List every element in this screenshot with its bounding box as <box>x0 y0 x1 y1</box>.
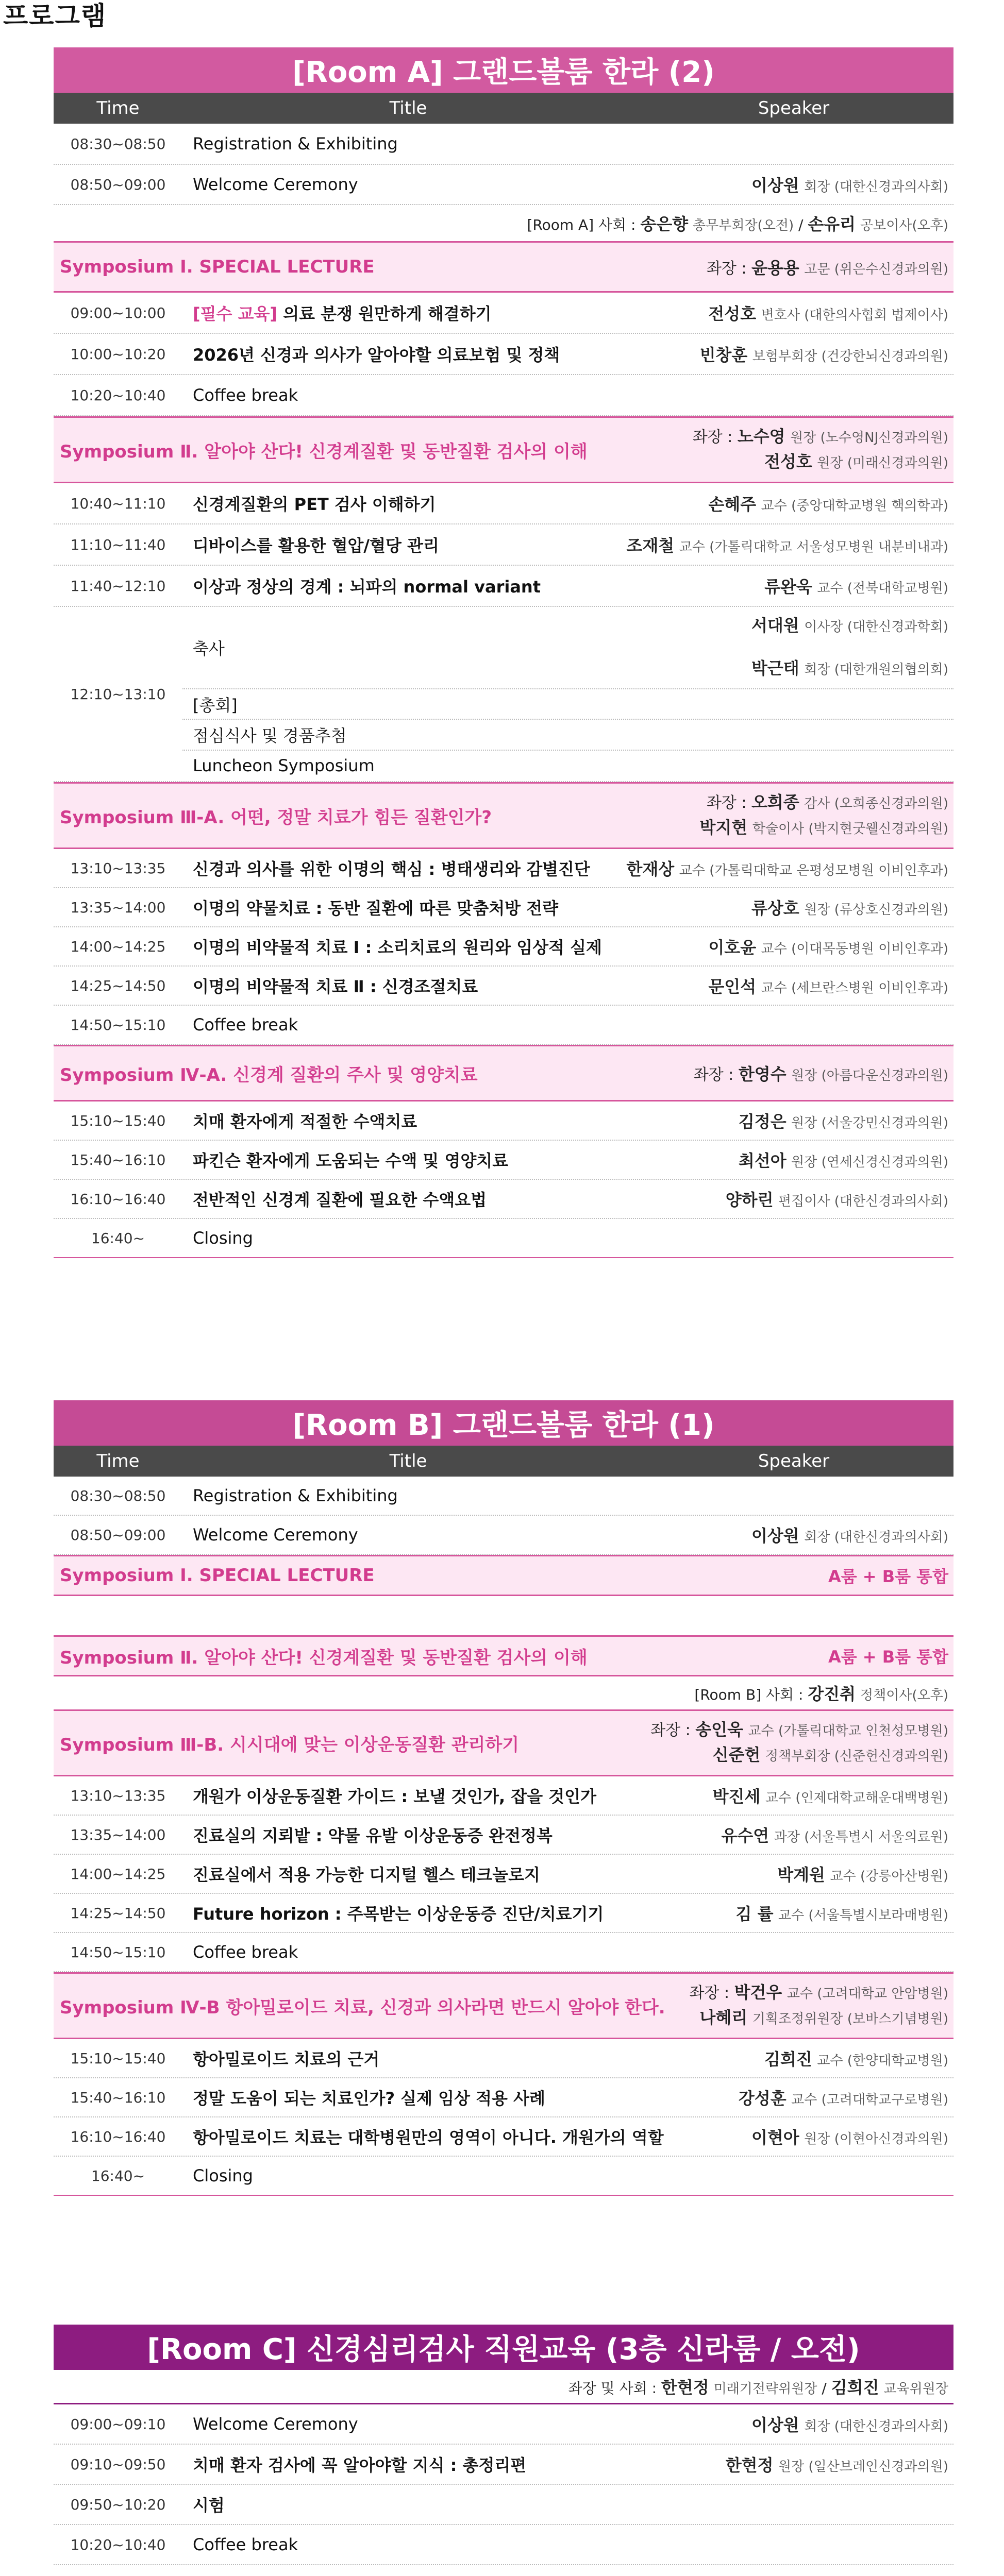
text: Symposium Ⅰ. SPECIAL LECTURE <box>60 1565 375 1586</box>
text: [필수 교육] <box>193 304 278 324</box>
text: 양하린 <box>725 1190 774 1210</box>
text: 박근태 <box>751 658 799 678</box>
text: 원장 (서울강민신경과의원) <box>791 1115 948 1131</box>
text: 교수 (강릉아산병원) <box>830 1869 948 1884</box>
text: Luncheon Symposium <box>193 756 375 776</box>
text: Welcome Ceremony <box>193 1525 358 1545</box>
text: 편집이사 (대한신경과의사회) <box>778 1194 948 1209</box>
col-title: Title <box>389 98 427 118</box>
text: 전성호 <box>764 452 812 471</box>
time: 08:50~09:00 <box>70 176 166 193</box>
table-row <box>54 124 953 165</box>
text: 11:40~12:10 <box>70 577 166 595</box>
text: 10:40~11:10 <box>70 495 166 512</box>
table-row <box>54 2117 953 2157</box>
table-row <box>54 1141 953 1180</box>
text: 김정은 <box>738 1112 787 1131</box>
table-row <box>54 165 953 205</box>
text: 16:10~16:40 <box>70 2128 166 2145</box>
text: 15:40~16:10 <box>70 1151 166 1168</box>
table-row <box>54 293 953 334</box>
text: 16:40~ <box>91 2167 145 2184</box>
text: 파킨슨 환자에게 도움되는 수액 및 영양치료 <box>193 1151 509 1171</box>
text: A룸 + B룸 통합 <box>828 1567 948 1586</box>
text: 14:25~14:50 <box>70 977 166 994</box>
table-row <box>54 849 953 888</box>
text: 학술이사 (박지현굿웰신경과의원) <box>752 821 948 837</box>
text: 교수 (이대목동병원 이비인후과) <box>761 941 948 957</box>
text: 좌장 : <box>693 1066 739 1084</box>
text: 보험부회장 (건강한뇌신경과의원) <box>752 349 948 364</box>
room-b-section <box>54 1400 953 2196</box>
text: Speaker <box>758 1451 830 1471</box>
table-row <box>54 2078 953 2117</box>
text: 교수 (전북대학교병원) <box>817 581 948 596</box>
table-row <box>54 1894 953 1933</box>
text: 10:20~10:40 <box>70 386 166 404</box>
col-speaker: Speaker <box>758 98 830 118</box>
text: 교수 (세브란스병원 이비인후과) <box>761 980 948 996</box>
text: 2026년 신경과 의사가 알아야할 의료보험 및 정책 <box>193 345 560 365</box>
text: 정책부회장 (신준헌신경과의원) <box>765 1749 948 1764</box>
text: 서대원 <box>751 616 799 635</box>
text: 류상호 <box>751 899 799 918</box>
text: 박계원 <box>777 1865 825 1885</box>
page-title: 프로그램 <box>3 1 107 31</box>
text: Time <box>96 1451 140 1471</box>
text: 치매 환자 검사에 꼭 알아야할 지식 : 총정리편 <box>193 2455 527 2475</box>
title: Welcome Ceremony <box>193 175 358 194</box>
table-row <box>54 2445 953 2485</box>
text: Symposium Ⅱ. 알아야 산다! 신경계질환 및 동반질환 검사의 이해 <box>60 1647 588 1668</box>
text: 전반적인 신경계 질환에 필요한 수액요법 <box>193 1190 487 1210</box>
text: 오희종 <box>751 792 799 812</box>
text: 개원가 이상운동질환 가이드 : 보낼 것인가, 잡을 것인가 <box>193 1787 597 1806</box>
text: 한현정 <box>725 2455 774 2475</box>
table-row <box>54 1855 953 1894</box>
text: 이명의 약물치료 : 동반 질환에 따른 맞춤처방 전략 <box>193 899 559 918</box>
text: / <box>794 216 808 233</box>
room-c1-section <box>54 2325 953 2576</box>
text: 회장 (대한개원의협의회) <box>804 662 948 677</box>
text: 강성훈 <box>738 2089 787 2108</box>
table-row <box>54 927 953 967</box>
text: 의료 분쟁 원만하게 해결하기 <box>277 304 492 324</box>
moderator-row <box>54 1676 953 1709</box>
text: 변호사 (대한의사협회 법제이사) <box>761 308 948 323</box>
table-row <box>54 1477 953 1516</box>
text: 빈창훈 <box>699 345 748 365</box>
text: 조재철 <box>626 536 675 555</box>
text: 김 률 <box>735 1904 774 1924</box>
text: Title <box>389 1451 427 1471</box>
text: 08:30~08:50 <box>70 1487 166 1504</box>
text: 고문 (위은수신경과의원) <box>804 262 948 277</box>
text: 송인욱 <box>695 1720 743 1739</box>
text: 09:50~10:20 <box>70 2496 166 2513</box>
text: 노수영 <box>737 427 785 446</box>
text: Closing <box>193 2166 253 2185</box>
text: 교육위원장 <box>883 2381 948 2397</box>
text: 박지현 <box>699 818 748 837</box>
text: 윤용용 <box>751 258 799 278</box>
text: 문인석 <box>708 977 757 996</box>
text: 신준헌 <box>712 1745 761 1765</box>
text: Symposium Ⅲ-A. 어떤, 정말 치료가 힘든 질환인가? <box>60 807 492 828</box>
room-c1-header: [Room C] 신경심리검사 직원교육 (3층 신라룸 / 오전) <box>54 2325 953 2370</box>
text: 14:25~14:50 <box>70 1904 166 1922</box>
text: Symposium Ⅳ-A. 신경계 질환의 주사 및 영양치료 <box>60 1064 478 1086</box>
title: Registration & Exhibiting <box>193 134 398 154</box>
text: 강진취 <box>808 1684 856 1704</box>
text: 이명의 비약물적 치료 Ⅰ : 소리치료의 원리와 임상적 실제 <box>193 938 602 957</box>
table-row <box>54 1816 953 1855</box>
text: 10:00~10:20 <box>70 345 166 363</box>
text: 송은향 <box>640 214 689 234</box>
text: Registration & Exhibiting <box>193 1486 398 1505</box>
text: 15:40~16:10 <box>70 2089 166 2106</box>
table-row <box>54 2485 953 2525</box>
table-row <box>54 1006 953 1045</box>
text: 정책이사(오후) <box>860 1688 948 1703</box>
text: 15:10~15:40 <box>70 2049 166 2067</box>
text: 14:00~14:25 <box>70 938 166 955</box>
table-row <box>54 1776 953 1816</box>
text: 교수 (가톨릭대학교 인천성모병원) <box>748 1723 948 1739</box>
text: 신경과 의사를 위한 이명의 핵심 : 병태생리와 감별진단 <box>193 859 590 879</box>
text: 한현정 <box>661 2378 709 2397</box>
text: 신경계질환의 PET 검사 이해하기 <box>193 495 436 514</box>
text: 교수 (한양대학교병원) <box>817 2053 948 2069</box>
text: Symposium Ⅱ. 알아야 산다! 신경계질환 및 동반질환 검사의 이해 <box>60 441 588 462</box>
symposium-header <box>54 782 953 849</box>
table-row <box>54 375 953 416</box>
text: A룸 + B룸 통합 <box>828 1647 948 1667</box>
room-b-header: [Room B] 그랜드볼룸 한라 (1) <box>54 1400 953 1446</box>
table-row <box>54 1516 953 1555</box>
text: 유수연 <box>721 1826 769 1845</box>
text: 교수 (가톨릭대학교 은평성모병원 이비인후과) <box>679 863 948 878</box>
text: Coffee break <box>193 2535 298 2554</box>
text: 회장 (대한신경과의사회) <box>804 1530 948 1545</box>
text: 시험 <box>193 2496 225 2515</box>
text: Coffee break <box>193 1015 298 1035</box>
symposium-header <box>54 1555 953 1596</box>
symposium-header <box>54 1972 953 2039</box>
text: 12:10~13:10 <box>70 685 166 703</box>
symposium-header <box>54 241 953 293</box>
text: 한재상 <box>626 859 675 879</box>
text: 13:35~14:00 <box>70 899 166 916</box>
text: 진료실에서 적용 가능한 디지털 헬스 테크놀로지 <box>193 1865 540 1885</box>
text: 15:10~15:40 <box>70 1112 166 1129</box>
text: Future horizon : 주목받는 이상운동증 진단/치료기기 <box>193 1904 604 1924</box>
symposium-header <box>54 416 953 483</box>
text: Closing <box>193 1228 253 1248</box>
text: Coffee break <box>193 385 298 405</box>
text: [총회] <box>193 695 238 715</box>
symposium-header <box>54 1635 953 1676</box>
text: 최선아 <box>738 1151 787 1171</box>
table-row <box>54 2525 953 2565</box>
text: 좌장 : <box>689 1984 734 2002</box>
text: 회장 (대한신경과의사회) <box>804 2419 948 2434</box>
text: 좌장 : <box>692 428 738 446</box>
text: 13:10~13:35 <box>70 859 166 877</box>
text: 14:50~15:10 <box>70 1943 166 1961</box>
column-header <box>54 93 953 124</box>
text: 공보이사(오후) <box>860 218 948 233</box>
text: 교수 (인제대학교해운대백병원) <box>765 1790 948 1806</box>
text: 박건우 <box>734 1982 782 2002</box>
text: 14:00~14:25 <box>70 1865 166 1883</box>
text: 미래기전략위원장 <box>713 2381 817 2397</box>
table-row <box>54 334 953 375</box>
text: 정말 도움이 되는 치료인가? 실제 임상 적용 사례 <box>193 2089 545 2108</box>
text: 16:10~16:40 <box>70 1190 166 1208</box>
text: 좌장 : <box>706 794 751 812</box>
text: [Room A] 사회 : <box>527 216 641 233</box>
text: 원장 (연세신경신경과의원) <box>791 1155 948 1170</box>
text: 09:00~10:00 <box>70 304 166 321</box>
text: 10:20~10:40 <box>70 2536 166 2553</box>
text: 기획조정위원장 (보바스기념병원) <box>752 2011 948 2027</box>
text: 전성호 <box>708 304 757 324</box>
text: 디바이스를 활용한 혈압/혈당 관리 <box>193 536 439 555</box>
text: 감사 (오희종신경과의원) <box>804 796 948 811</box>
text: 박진세 <box>712 1787 761 1806</box>
table-row <box>54 2157 953 2196</box>
text: 11:10~11:40 <box>70 536 166 553</box>
text: Welcome Ceremony <box>193 2414 358 2434</box>
text: 이현아 <box>751 2128 799 2147</box>
text: 김희진 <box>764 2049 812 2069</box>
text: / <box>817 2380 831 2397</box>
text: 13:35~14:00 <box>70 1826 166 1843</box>
text: 원장 (미래신경과의원) <box>817 455 948 471</box>
table-row <box>54 2565 953 2576</box>
text: Symposium Ⅳ-B 항아밀로이드 치료, 신경과 의사라면 반드시 알아야 한다. <box>60 1997 665 2018</box>
table-row <box>54 1219 953 1258</box>
room-a-header: [Room A] 그랜드볼룸 한라 (2) <box>54 47 953 93</box>
text: 이상과 정상의 경계 : 뇌파의 normal variant <box>193 577 541 597</box>
text: 좌장 : <box>650 1721 696 1739</box>
text: 치매 환자에게 적절한 수액치료 <box>193 1112 417 1131</box>
table-row <box>54 967 953 1006</box>
text: 원장 (노수영NJ신경과의원) <box>790 430 948 446</box>
time: 08:30~08:50 <box>70 135 166 152</box>
text: 김희진 <box>831 2378 879 2397</box>
table-row <box>54 1933 953 1972</box>
table-row <box>54 483 953 524</box>
text: 좌장 및 사회 : <box>568 2380 661 2397</box>
text: 류완욱 <box>764 577 812 597</box>
text: 진료실의 지뢰밭 : 약물 유발 이상운동증 완전정복 <box>193 1826 553 1845</box>
text: 교수 (서울특별시보라매병원) <box>778 1908 948 1923</box>
text: 한영수 <box>738 1064 787 1084</box>
text: 교수 (고려대학교구로병원) <box>791 2092 948 2108</box>
text <box>182 2573 751 2576</box>
text: 14:50~15:10 <box>70 1016 166 1033</box>
text: 교수 (중앙대학교병원 핵의학과) <box>761 498 948 514</box>
text: 원장 (일산브레인신경과의원) <box>778 2459 948 2475</box>
text: 과장 (서울특별시 서울의료원) <box>774 1829 948 1845</box>
text: 이상원 <box>751 2415 799 2435</box>
text: 교수 (가톨릭대학교 서울성모병원 내분비내과) <box>679 539 948 555</box>
text: 이호윤 <box>708 938 757 957</box>
col-time: Time <box>96 98 140 118</box>
room-a-section <box>54 47 953 1258</box>
text: 09:00~09:10 <box>70 2415 166 2433</box>
lunch-block <box>54 607 953 782</box>
text: 손유리 <box>808 214 856 234</box>
text: 이명의 비약물적 치료 Ⅱ : 신경조절치료 <box>193 977 478 996</box>
symposium-header <box>54 1045 953 1101</box>
text: 13:10~13:35 <box>70 1787 166 1804</box>
text: 총무부회장(오전) <box>693 218 794 233</box>
table-row <box>54 524 953 566</box>
text: 원장 (이현아신경과의원) <box>804 2131 948 2147</box>
moderator-row <box>54 205 953 241</box>
text: 점심식사 및 경품추첨 <box>193 726 347 746</box>
text: 08:50~09:00 <box>70 1526 166 1544</box>
column-header <box>54 1446 953 1477</box>
text: 09:10~09:50 <box>70 2455 166 2473</box>
speaker-role: 회장 (대한신경과의사회) <box>804 179 948 195</box>
table-row <box>54 2404 953 2445</box>
text: 항아밀로이드 치료는 대학병원만의 영역이 아니다. 개원가의 역할 <box>193 2128 664 2147</box>
table-row <box>54 1101 953 1141</box>
text: Symposium Ⅰ. SPECIAL LECTURE <box>60 257 375 277</box>
table-row <box>54 2039 953 2078</box>
text: Coffee break <box>193 1942 298 1962</box>
text: 축사 <box>193 639 225 658</box>
text: 좌장 : <box>706 260 751 278</box>
text: 원장 (류상호신경과의원) <box>804 902 948 918</box>
text: Symposium Ⅲ-B. 시시대에 맞는 이상운동질환 관리하기 <box>60 1734 520 1755</box>
text: 16:40~ <box>91 1229 145 1247</box>
text: 항아밀로이드 치료의 근거 <box>193 2049 380 2069</box>
text: 나혜리 <box>699 2008 748 2027</box>
text: 이사장 (대한신경과학회) <box>804 619 948 635</box>
table-row <box>54 888 953 927</box>
text: 이상원 <box>751 1526 799 1546</box>
moderator-row <box>54 2370 953 2403</box>
speaker-name: 이상원 <box>751 176 799 195</box>
text: 원장 (아름다운신경과의원) <box>791 1068 948 1083</box>
table-row <box>54 566 953 607</box>
symposium-header <box>54 1709 953 1776</box>
text: [Room B] 사회 : <box>694 1686 808 1703</box>
text: 교수 (고려대학교 안암병원) <box>787 1986 948 2002</box>
table-row <box>54 1180 953 1219</box>
text: 손혜주 <box>708 495 757 514</box>
